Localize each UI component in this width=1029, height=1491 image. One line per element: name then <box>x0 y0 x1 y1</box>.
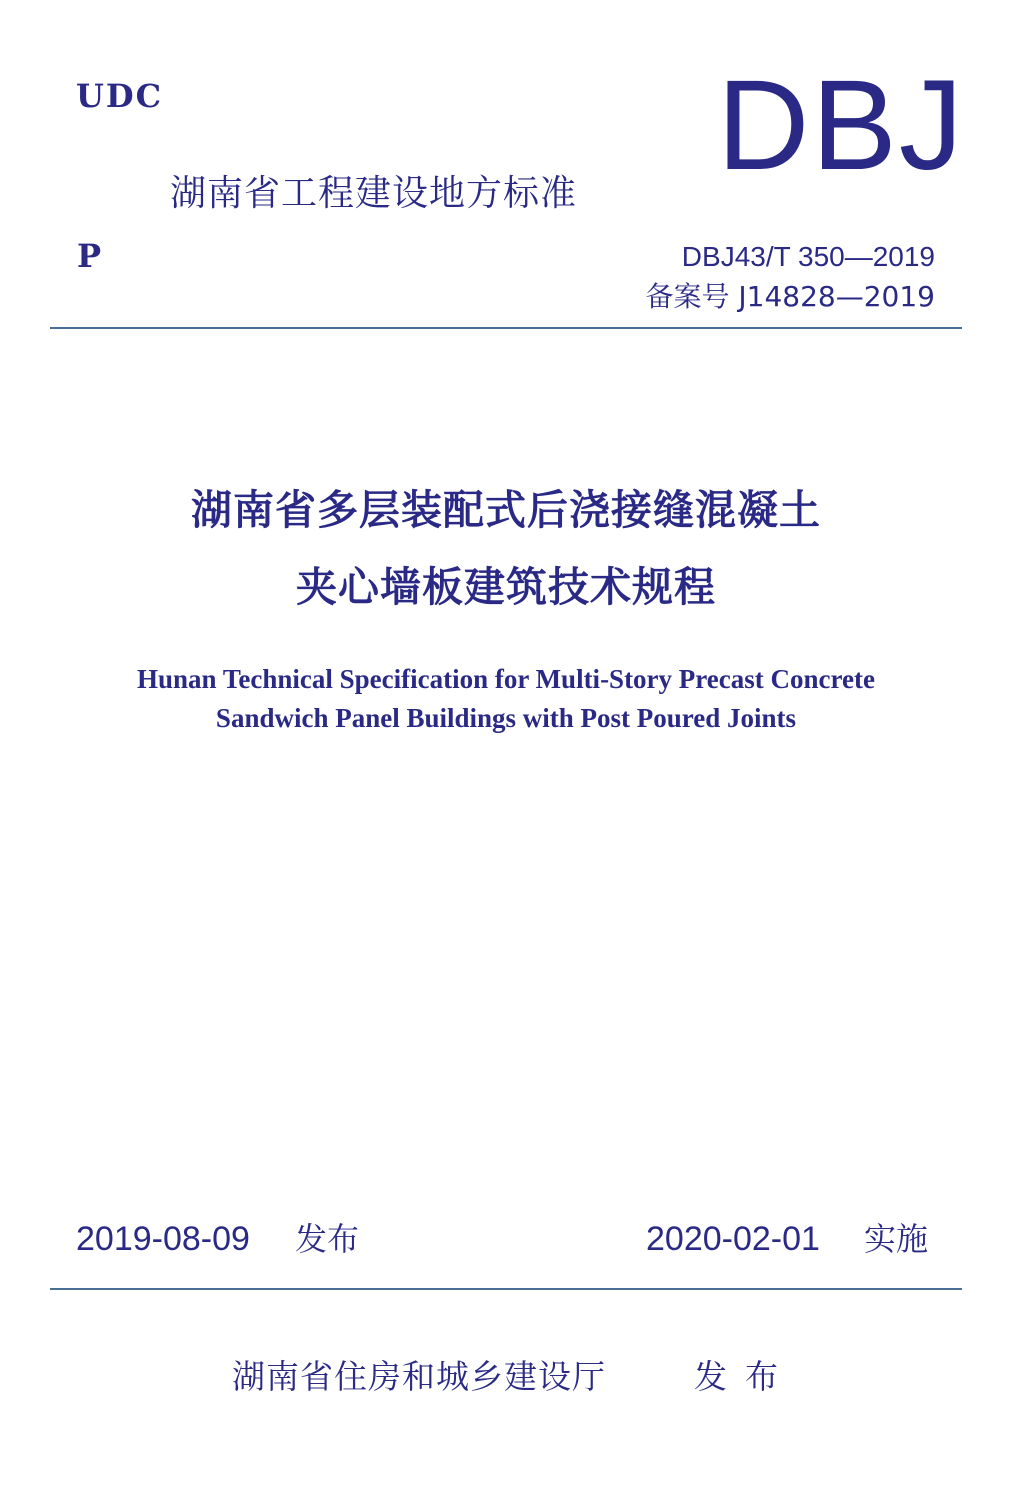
udc-label: UDC <box>76 77 164 115</box>
issue-label: 发布 <box>295 1220 360 1258</box>
bottom-divider <box>50 1288 962 1290</box>
standard-category: 湖南省工程建设地方标准 <box>170 173 578 214</box>
standard-number: DBJ43/T 350—2019 <box>681 241 935 272</box>
implementation-date: 2020-02-01 <box>646 1220 820 1258</box>
publish-label: 发布 <box>694 1357 796 1396</box>
title-en-line-1: Hunan Technical Specification for Multi-Story Precast Concrete <box>137 664 875 694</box>
dbj-logo: DBJ <box>717 54 965 197</box>
record-number: 备案号 J14828—2019 <box>645 280 935 313</box>
top-divider <box>50 327 962 329</box>
publisher-name: 湖南省住房和城乡建设厅 <box>232 1357 606 1396</box>
classification-code: P <box>77 237 102 275</box>
implementation-label: 实施 <box>864 1220 929 1258</box>
title-cn-line-1: 湖南省多层装配式后浇接缝混凝土 <box>191 486 821 534</box>
title-en-line-2: Sandwich Panel Buildings with Post Poured Joints <box>215 703 797 733</box>
title-cn-line-2: 夹心墙板建筑技术规程 <box>296 563 716 611</box>
issue-date: 2019-08-09 <box>76 1220 250 1258</box>
